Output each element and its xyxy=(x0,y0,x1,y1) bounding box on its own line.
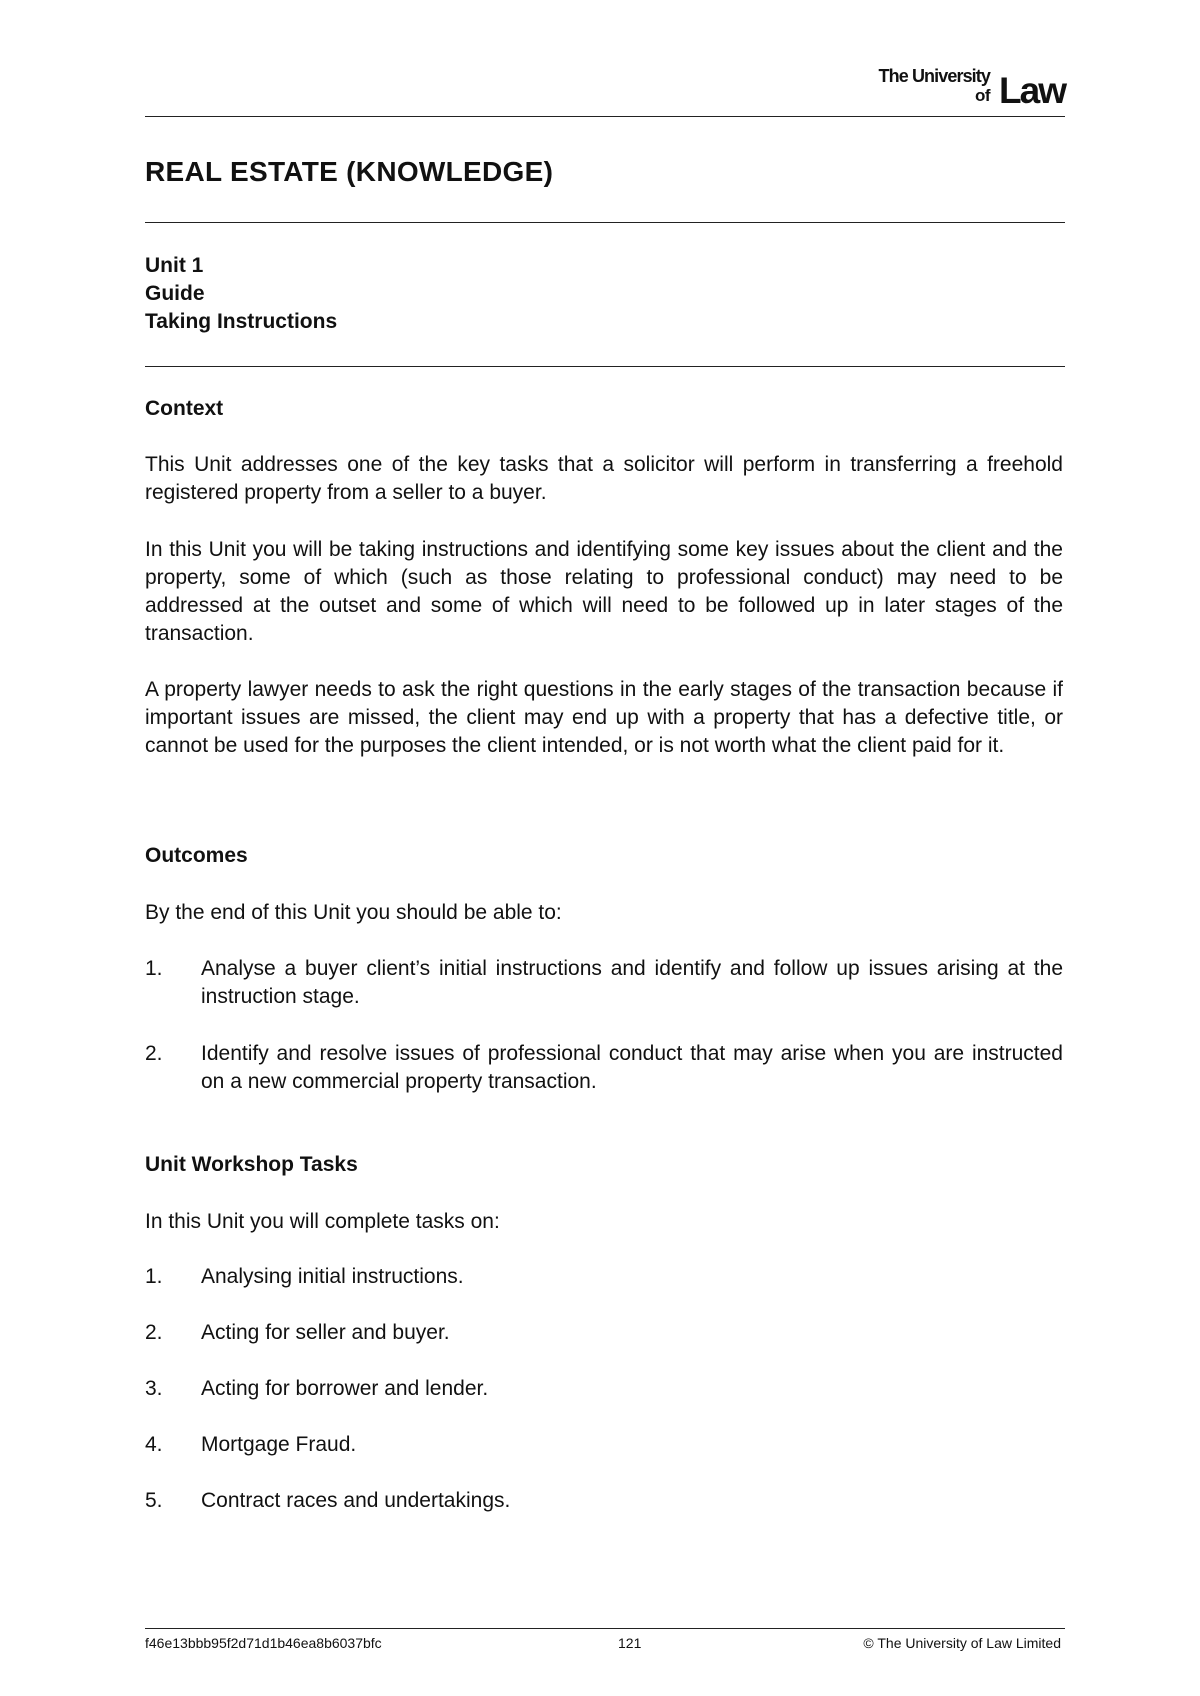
context-paragraph: A property lawyer needs to ask the right questions in the early stages of the transaction because if important issues are missed, the client may end up with a property that has a defective title, or cannot be used for the purposes the client intended, or is not worth what the client paid for it. xyxy=(145,678,1063,757)
task-number: 3. xyxy=(145,1377,163,1400)
unit-info xyxy=(145,252,337,336)
university-logo xyxy=(850,66,1065,111)
document-page xyxy=(145,0,1065,1696)
context-paragraph: This Unit addresses one of the key tasks that a solicitor will perform in transferring a freehold registered property from a seller to a buyer. xyxy=(145,453,1063,504)
context-paragraph: In this Unit you will be taking instructions and identifying some key issues about the client and the property, some of which (such as those relating to professional conduct) may need to be addressed at the outset and some of which will need to be followed up in later stages of the transaction. xyxy=(145,538,1063,645)
task-number: 1. xyxy=(145,1265,163,1288)
outcome-number: 1. xyxy=(145,957,163,980)
outcome-number: 2. xyxy=(145,1042,163,1065)
task-number: 2. xyxy=(145,1321,163,1344)
document-title: REAL ESTATE (KNOWLEDGE) xyxy=(145,156,554,187)
task-text: Acting for borrower and lender. xyxy=(201,1377,489,1400)
copyright-notice: © The University of Law Limited xyxy=(863,1635,1061,1651)
task-number: 5. xyxy=(145,1489,163,1512)
task-text: Analysing initial instructions. xyxy=(201,1265,464,1288)
logo-text-of: of xyxy=(974,86,990,105)
task-text: Acting for seller and buyer. xyxy=(201,1321,450,1344)
unit-type: Guide xyxy=(145,282,205,305)
outcome-text: Analyse a buyer client’s initial instructions and identify and follow up issues arising at the instruction stage. xyxy=(201,957,1063,1008)
outcomes-intro: By the end of this Unit you should be able to: xyxy=(145,901,562,924)
document-id: f46e13bbb95f2d71d1b46ea8b6037bfc xyxy=(145,1635,382,1651)
tasks-heading: Unit Workshop Tasks xyxy=(145,1153,358,1176)
logo-text-law: Law xyxy=(999,70,1065,111)
tasks-intro: In this Unit you will complete tasks on: xyxy=(145,1210,500,1233)
header-divider xyxy=(145,116,1065,117)
logo-text-the-university: The University xyxy=(878,66,990,86)
page-number: 121 xyxy=(618,1635,642,1651)
outcome-text: Identify and resolve issues of professional conduct that may arise when you are instructed on a new commercial property transaction. xyxy=(201,1042,1063,1093)
unit-name: Taking Instructions xyxy=(145,310,338,333)
footer-divider xyxy=(145,1628,1065,1629)
task-text: Mortgage Fraud. xyxy=(201,1433,357,1456)
task-number: 4. xyxy=(145,1433,163,1456)
unit-number: Unit 1 xyxy=(145,254,204,277)
unit-divider xyxy=(145,366,1065,367)
task-text: Contract races and undertakings. xyxy=(201,1489,511,1512)
context-heading: Context xyxy=(145,397,224,420)
outcomes-heading: Outcomes xyxy=(145,844,248,867)
title-divider xyxy=(145,222,1065,223)
